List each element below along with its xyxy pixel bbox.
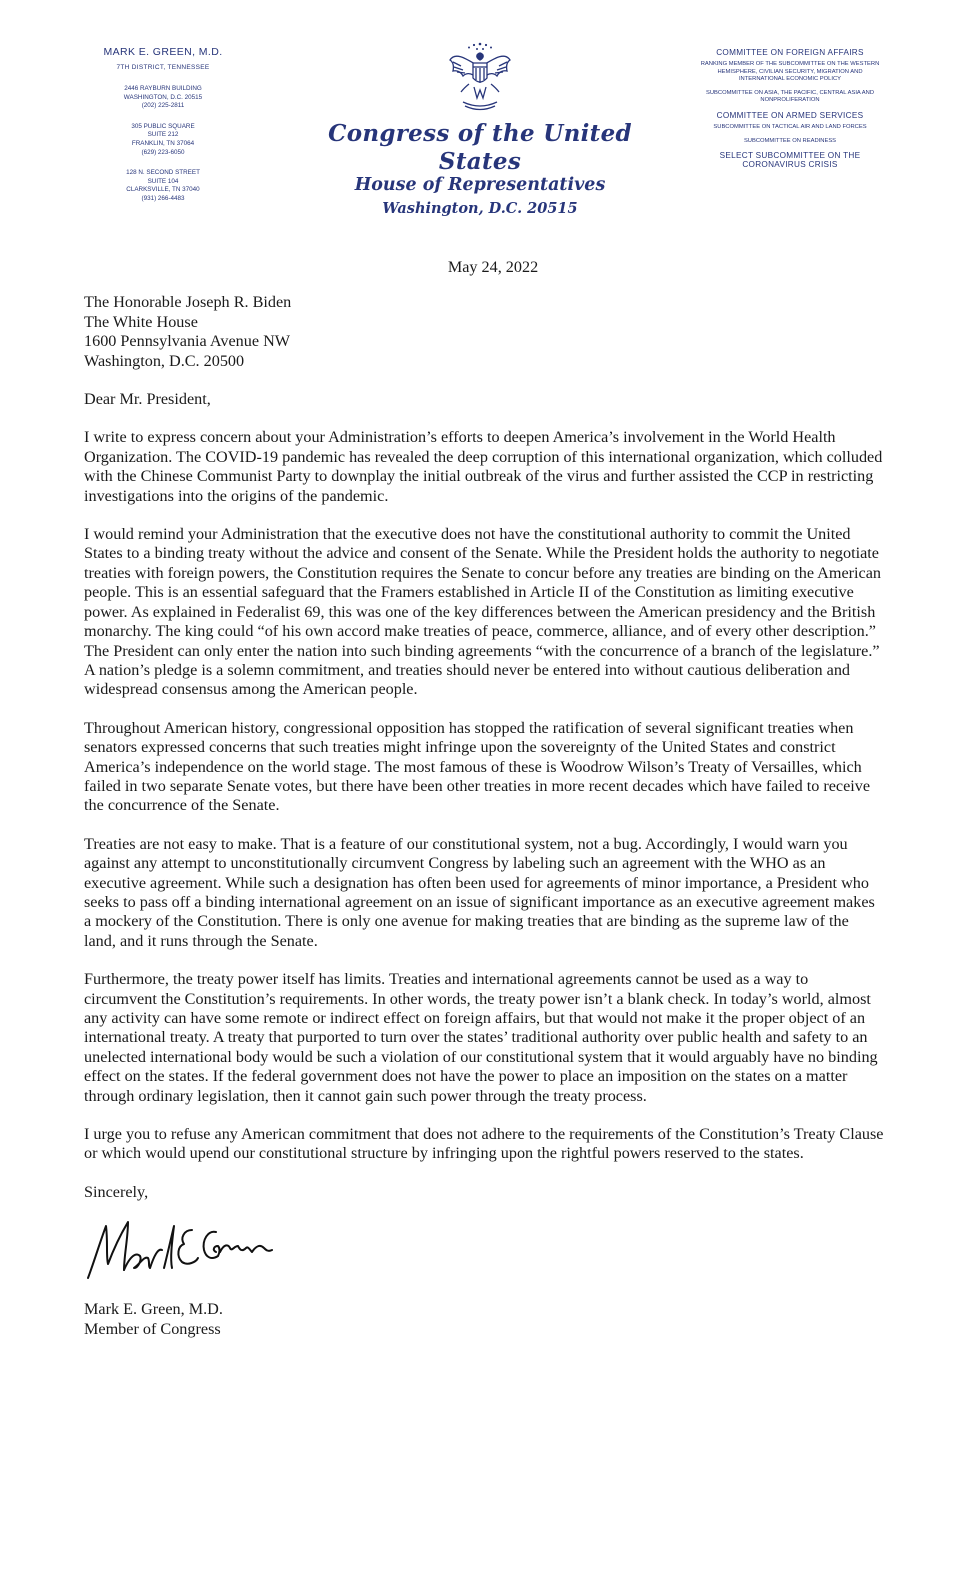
salutation: Dear Mr. President, (84, 390, 211, 409)
paragraph: I would remind your Administration that the executive does not have the constitutional authority to commit the United States to a binding treaty without the advice and consent of the Senate. While the President holds the authority to negotiate treaties with foreign powers, the Constitution requires the Senate to concur before any treaties are binding on the American people. This is an essential safeguard that the Framers established in Article II of the Constitution as limiting executive power. As explained in Federalist 69, this was one of the key differences between the American presidency and the British monarchy. The king could “of his own accord make treaties of peace, commerce, alliance, and of every other description.” The President can only enter the nation into such binding agreements “with the concurrence of a branch of the legislature.” A nation’s pledge is a solemn commitment, and treaties should never be entered into without cautious deliberation and widespread consensus among the American people. (84, 525, 881, 699)
committee-armed-services: COMMITTEE ON ARMED SERVICES (716, 110, 864, 120)
paragraph: Throughout American history, congressional opposition has stopped the ratification of several significant treaties when senators expressed concerns that such treaties might infringe upon the sovereignty of the United States and constrict America’s independence on the world stage. The most famous of these is Woodrow Wilson’s Treaty of Versailles, which failed in two separate Senate votes, but there have been other treaties in more recent decades which have failed to receive the concurrence of the Senate. (84, 718, 871, 815)
office-address-clarksville: 128 N. SECOND STREET SUITE 104 CLARKSVILLE, TN 37040 (931) 266-4483 (126, 169, 200, 202)
committee-foreign-affairs: COMMITTEE ON FOREIGN AFFAIRS (716, 48, 864, 57)
letter-body (84, 258, 884, 1339)
signer-block (84, 1300, 884, 1339)
address-line: Washington, D.C. 20500 (84, 351, 245, 370)
signer-title: Member of Congress (84, 1319, 221, 1338)
address-line: 1600 Pennsylvania Avenue NW (84, 332, 291, 351)
house-address: Washington, D.C. 20515 (382, 200, 578, 218)
house-seal-icon (447, 40, 513, 114)
paragraph: Furthermore, the treaty power itself has limits. Treaties and international agreements cannot be used as a way to circumvent the Constitution’s requirements. In other words, the treaty power isn’t a blank check. In today’s world, almost any activity can have some remote or indirect effect on foreign affairs, but that would not make it the proper object of an international treaty. A treaty that purported to turn over the states’ traditional authority over public health and safety to an unelected international body would be such a violation of our constitutional system that it would arguably have no binding effect on the states. If the federal government does not have the power to place an imposition on the states on a matter through ordinary legislation, then it cannot gain such power through the treaty process. (84, 970, 878, 1105)
recipient-address (84, 293, 884, 371)
house-title: House of Representatives (354, 175, 606, 196)
subcommittee-asia-pacific: SUBCOMMITTEE ON ASIA, THE PACIFIC, CENTRAL ASIA AND NONPROLIFERATION (705, 89, 875, 104)
office-address-franklin: 305 PUBLIC SQUARE SUITE 212 FRANKLIN, TN 37064 (629) 223-6050 (131, 122, 195, 156)
office-address-dc: 2446 RAYBURN BUILDING WASHINGTON, D.C. 20515 (202) 225-2811 (123, 85, 203, 110)
congress-title: Congress of the United States (328, 120, 632, 175)
address-line: The White House (84, 312, 198, 331)
subcommittee-readiness: SUBCOMMITTEE ON READINESS (743, 137, 837, 144)
member-contact-block (88, 46, 238, 216)
paragraph: I urge you to refuse any American commitment that does not adhere to the requirements of the Constitution’s Treaty Clause or which would upend our constitutional structure by infringing upon the rightful powers reserved to the states. (84, 1125, 884, 1163)
committee-block (700, 48, 880, 173)
member-district: 7TH DISTRICT, TENNESSEE (116, 64, 210, 71)
member-name: MARK E. GREEN, M.D. (103, 46, 223, 58)
paragraph: Treaties are not easy to make. That is a feature of our constitutional system, not a bug. Accordingly, I would warn you against any attempt to unconstitutionally circumvent Congress by labeling such an agreement with the WHO as an executive agreement. While such a designation has often been used for agreements of minor importance, a President who seeks to pass off a binding international agreement on an issue of significant importance as an executive agreement makes a mockery of the Constitution. There is only one avenue for making treaties that are binding as the supreme law of the land, and it runs through the Senate. (84, 834, 875, 950)
house-letterhead (300, 40, 660, 218)
subcommittee-tactical-air: SUBCOMMITTEE ON TACTICAL AIR AND LAND FORCES (713, 123, 867, 130)
select-subcommittee-coronavirus: SELECT SUBCOMMITTEE ON THE CORONAVIRUS CRISIS (719, 151, 861, 170)
paragraph: I write to express concern about your Administration’s efforts to deepen America’s involvement in the World Health Organization. The COVID-19 pandemic has revealed the deep corruption of this international organization, which colluded with the Chinese Communist Party to downplay the initial outbreak of the virus and further assisted the CCP in restricting investigations into the origins of the pandemic. (84, 428, 883, 505)
handwritten-signature (84, 1212, 274, 1282)
subcommittee-western-hemisphere: RANKING MEMBER OF THE SUBCOMMITTEE ON THE WESTERN HEMISPHERE, CIVILIAN SECURITY, MIGRATION AND INTERNATIONAL ECONOMIC POLICY (700, 61, 880, 83)
closing: Sincerely, (84, 1182, 149, 1201)
letter-date: May 24, 2022 (447, 258, 539, 276)
address-line: The Honorable Joseph R. Biden (84, 293, 292, 312)
signer-name: Mark E. Green, M.D. (84, 1300, 223, 1319)
